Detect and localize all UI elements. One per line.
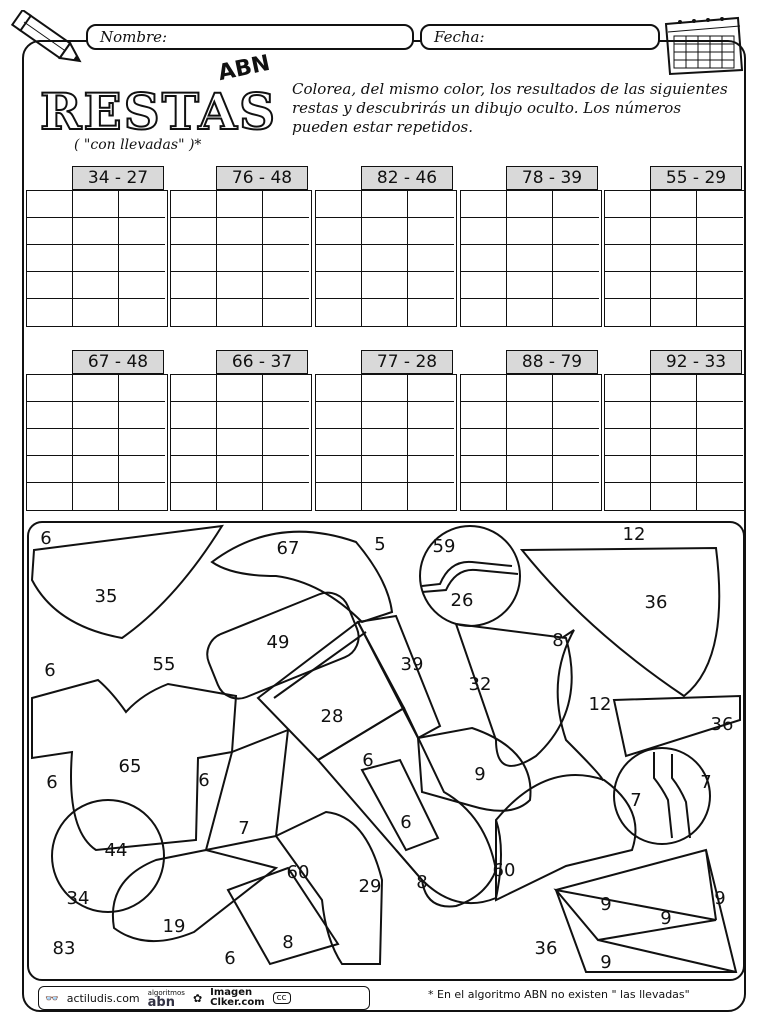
region-number: 7: [238, 818, 250, 839]
region-number: 59: [432, 536, 456, 557]
footnote: * En el algoritmo ABN no existen " las llevadas": [428, 988, 690, 1001]
region-number: 9: [600, 894, 612, 915]
color-by-number-picture[interactable]: [26, 520, 746, 982]
answer-grid[interactable]: [170, 374, 312, 511]
region-number: 34: [66, 888, 90, 909]
region-number: 12: [622, 524, 646, 545]
answer-grid[interactable]: [26, 190, 168, 327]
region-number: 55: [152, 654, 176, 675]
operation-box: [460, 350, 602, 511]
region-number: 6: [400, 812, 412, 833]
operation-box: [26, 166, 168, 327]
page-subtitle: ( "con llevadas" )*: [74, 137, 202, 153]
operation-label: 78 - 39: [506, 166, 598, 190]
region-number: 6: [46, 772, 58, 793]
operation-box: [315, 166, 457, 327]
region-number: 19: [162, 916, 186, 937]
operation-box: [604, 166, 746, 327]
region-number: 28: [320, 706, 344, 727]
operation-label: 92 - 33: [650, 350, 742, 374]
region-number: 36: [644, 592, 668, 613]
region-number: 5: [374, 534, 386, 555]
answer-grid[interactable]: [26, 374, 168, 511]
abn-badge: ABN: [215, 50, 273, 87]
operation-label: 67 - 48: [72, 350, 164, 374]
actiludis-logo-icon: 👓: [45, 991, 59, 1005]
region-number: 6: [40, 528, 52, 549]
operation-label: 77 - 28: [361, 350, 453, 374]
region-number: 32: [468, 674, 492, 695]
region-number: 49: [266, 632, 290, 653]
date-label: Fecha:: [434, 28, 485, 46]
clker-credit: Imagen Clker.com: [210, 987, 265, 1008]
operation-label: 82 - 46: [361, 166, 453, 190]
clker-flower-icon: ✿: [192, 991, 203, 1005]
answer-grid[interactable]: [170, 190, 312, 327]
region-number: 39: [400, 654, 424, 675]
answer-grid[interactable]: [604, 190, 746, 327]
operation-label: 55 - 29: [650, 166, 742, 190]
region-number: 9: [660, 908, 672, 929]
operation-label: 88 - 79: [506, 350, 598, 374]
region-number: 26: [450, 590, 474, 611]
region-number: 9: [714, 888, 726, 909]
answer-grid[interactable]: [460, 374, 602, 511]
region-number: 6: [198, 770, 210, 791]
region-number: 67: [276, 538, 300, 559]
page-title: RESTAS: [40, 82, 278, 141]
region-number: 65: [118, 756, 142, 777]
region-number: 12: [588, 694, 612, 715]
region-number: 35: [94, 586, 118, 607]
instructions-text: Colorea, del mismo color, los resultados de las siguientes restas y descubrirás un dibujo oculto. Los números pueden estar repetidos.: [292, 80, 728, 136]
operation-box: [170, 350, 312, 511]
region-number: 6: [362, 750, 374, 771]
name-label: Nombre:: [100, 28, 168, 46]
region-number: 6: [44, 660, 56, 681]
operation-box: [170, 166, 312, 327]
region-number: 8: [416, 872, 428, 893]
date-field[interactable]: [420, 24, 660, 50]
operation-box: [315, 350, 457, 511]
region-number: 60: [492, 860, 516, 881]
name-field[interactable]: [86, 24, 414, 50]
footer-credits: [38, 986, 370, 1010]
region-number: 44: [104, 840, 128, 861]
answer-grid[interactable]: [315, 374, 457, 511]
answer-grid[interactable]: [604, 374, 746, 511]
operation-box: [604, 350, 746, 511]
creative-commons-badge: cc: [273, 992, 291, 1004]
region-number: 36: [710, 714, 734, 735]
region-number: 6: [224, 948, 236, 969]
operation-label: 76 - 48: [216, 166, 308, 190]
region-number: 9: [600, 952, 612, 973]
abn-logo: algoritmos abn: [147, 989, 185, 1010]
region-number: 83: [52, 938, 76, 959]
region-number: 8: [282, 932, 294, 953]
operation-label: 34 - 27: [72, 166, 164, 190]
operation-box: [460, 166, 602, 327]
region-number: 29: [358, 876, 382, 897]
region-number: 36: [534, 938, 558, 959]
site-name: actiludis.com: [66, 991, 140, 1005]
region-number: 60: [286, 862, 310, 883]
region-number: 9: [474, 764, 486, 785]
operation-label: 66 - 37: [216, 350, 308, 374]
operation-box: [26, 350, 168, 511]
region-number: 7: [630, 790, 642, 811]
region-number: 7: [700, 772, 712, 793]
answer-grid[interactable]: [315, 190, 457, 327]
answer-grid[interactable]: [460, 190, 602, 327]
region-number: 8: [552, 630, 564, 651]
